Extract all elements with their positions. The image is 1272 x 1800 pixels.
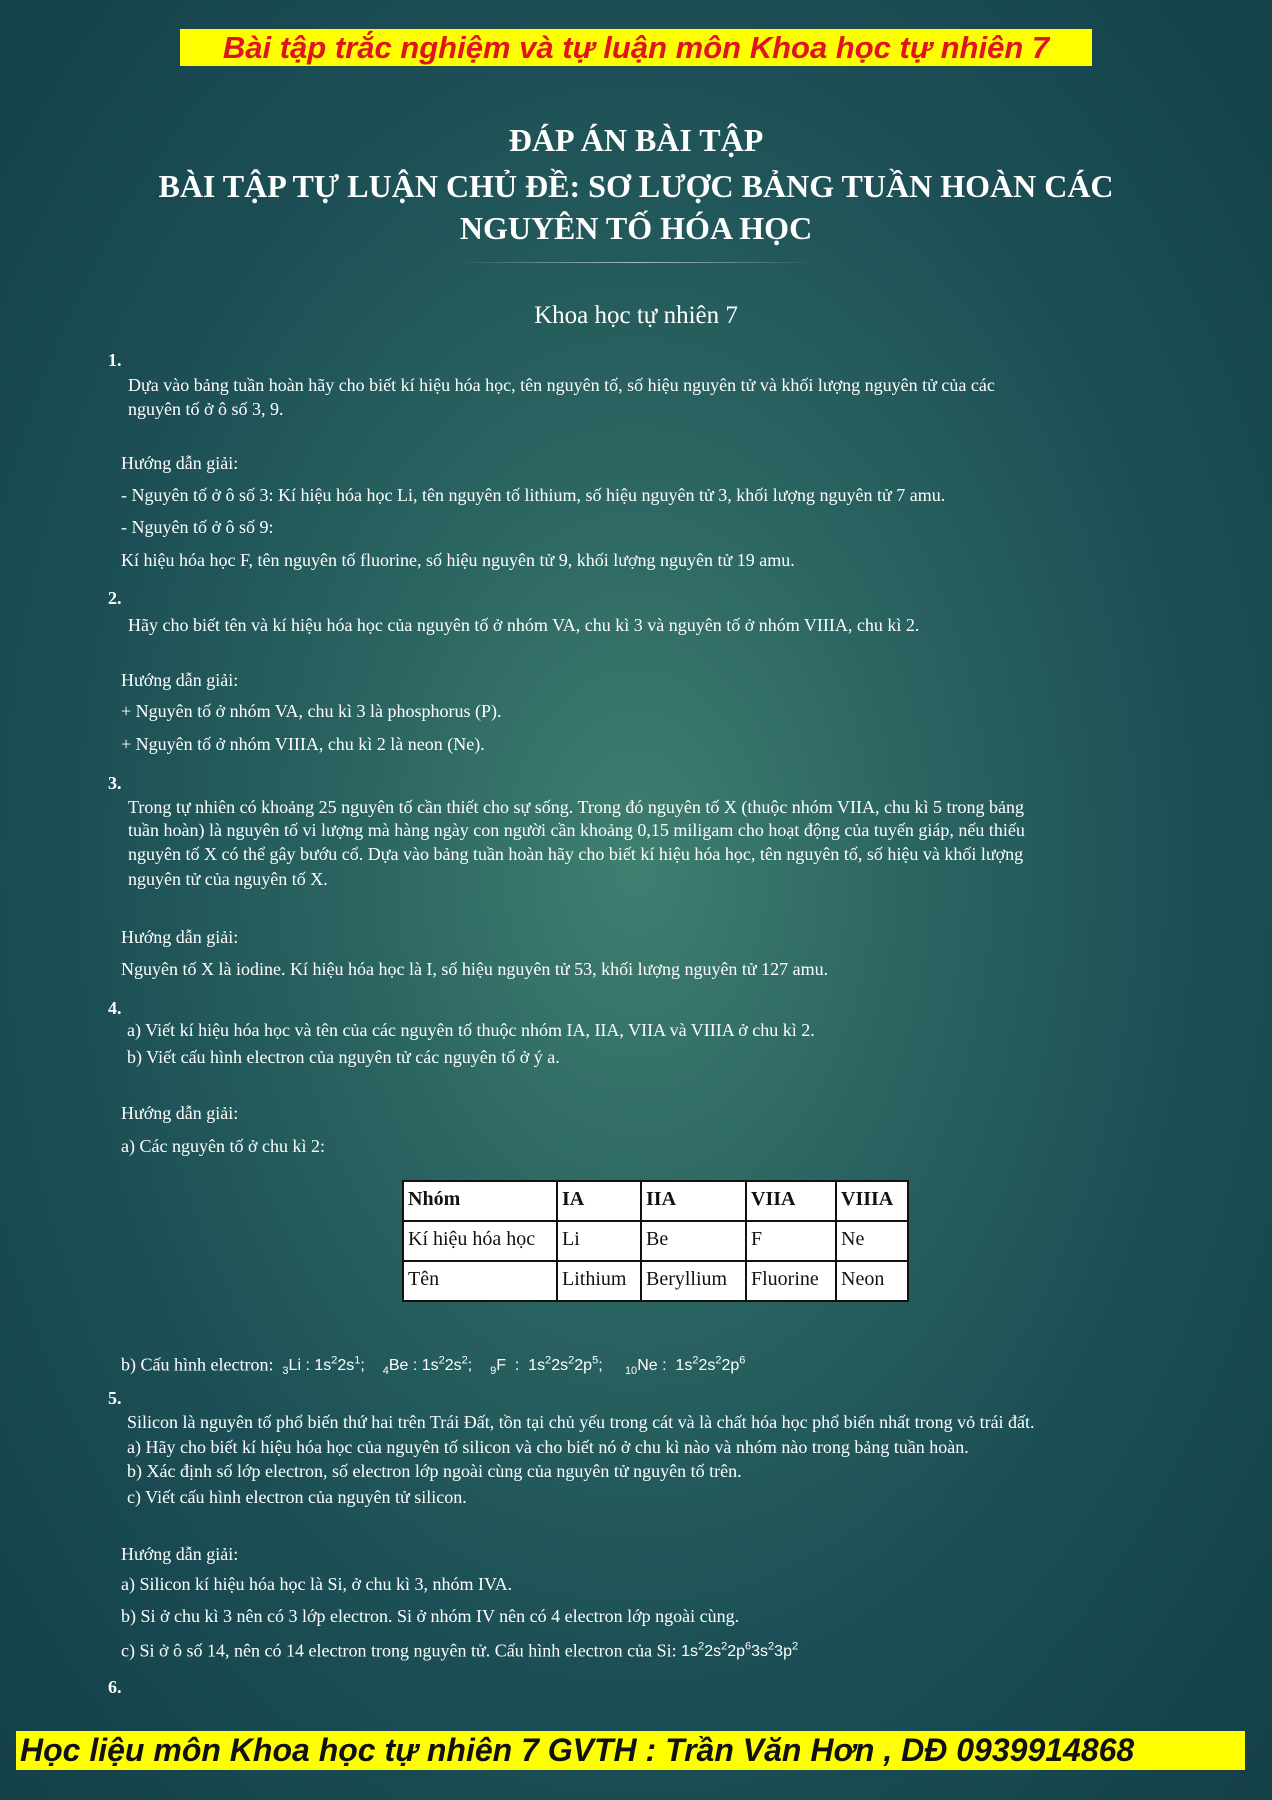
answer-5-line: b) Si ở chu kì 3 nên có 3 lớp electron. Si ở nhóm IV nên có 4 electron lớp ngoài cùng. (121, 1606, 740, 1626)
topic-title-line2: NGUYÊN TỐ HÓA HỌC (459, 210, 813, 246)
question-4-text-cont: b) Viết cấu hình electron của nguyên tử các nguyên tố ở ý a. (127, 1047, 560, 1067)
question-3-text-cont: nguyên tử của nguyên tố X. (128, 869, 328, 889)
answer-4-line: a) Các nguyên tố ở chu kì 2: (121, 1136, 325, 1156)
table-cell: IIA (641, 1181, 746, 1221)
table-cell: Kí hiệu hóa học (403, 1221, 557, 1261)
table-cell: VIIA (746, 1181, 836, 1221)
electron-config-li: $_3$Li : $1s^22s^1$; (282, 1355, 379, 1378)
question-number-4: 4. (108, 998, 122, 1018)
guide-label: Hướng dẫn giải: (121, 1103, 239, 1123)
answer-2-line: + Nguyên tố ở nhóm VIIIA, chu kì 2 là neon (Ne). (121, 734, 485, 754)
answer-1-line: - Nguyên tố ở ô số 3: Kí hiệu hóa học Li, tên nguyên tố lithium, số hiệu nguyên tử 3, khối lượng nguyên tử 7 amu. (121, 485, 946, 505)
answer-5-line: a) Silicon kí hiệu hóa học là Si, ở chu kì 3, nhóm IVA. (121, 1574, 513, 1594)
question-3-text-cont: tuần hoàn) là nguyên tố vi lượng mà hàng ngày con người cần khoảng 0,15 miligam cho hoạt động của tuyến giáp, nếu thiếu (128, 820, 1025, 840)
question-number-3: 3. (108, 773, 122, 793)
answer-5-line: c) Si ở ô số 14, nên có 14 electron trong nguyên tử. Cấu hình electron của Si: $1s^22s^22p^63s^23p^2$ (121, 1640, 799, 1661)
electron-config-label: b) Cấu hình electron: (121, 1354, 274, 1375)
table-cell: Nhóm (403, 1181, 557, 1221)
question-number-1: 1. (108, 350, 122, 370)
question-number-5: 5. (108, 1388, 122, 1408)
answer-2-line: + Nguyên tố ở nhóm VA, chu kì 3 là phosphorus (P). (121, 701, 502, 721)
header-banner: Bài tập trắc nghiệm và tự luận môn Khoa học tự nhiên 7 (180, 29, 1092, 66)
question-5-text: Silicon là nguyên tố phổ biến thứ hai trên Trái Đất, tồn tại chủ yếu trong cát và là chất hóa học phổ biến nhất trong vỏ trái đất. (127, 1412, 1035, 1432)
electron-config-ne: $_{10}$Ne : $1s^22s^22p^6$ (624, 1355, 746, 1378)
question-3-text: Trong tự nhiên có khoảng 25 nguyên tố cần thiết cho sự sống. Trong đó nguyên tố X (thuộc nhóm VIIA, chu kì 5 trong bảng (128, 797, 1024, 817)
answer-1-line: Kí hiệu hóa học F, tên nguyên tố fluorine, số hiệu nguyên tử 9, khối lượng nguyên tử 19 amu. (121, 550, 795, 570)
table-header-row (403, 1181, 908, 1221)
question-1-text-cont: nguyên tố ở ô số 3, 9. (128, 399, 284, 419)
topic-title-line1: BÀI TẬP TỰ LUẬN CHỦ ĐỀ: SƠ LƯỢC BẢNG TUẦN HOÀN CÁC (158, 168, 1114, 204)
electron-config-f: $_9$F : $1s^22s^22p^5$; (490, 1355, 621, 1378)
period-2-elements-table (402, 1180, 909, 1302)
table-cell: Neon (836, 1261, 908, 1301)
guide-label: Hướng dẫn giải: (121, 927, 239, 947)
question-5-text-cont: c) Viết cấu hình electron của nguyên tử silicon. (127, 1487, 467, 1507)
question-2-text: Hãy cho biết tên và kí hiệu hóa học của nguyên tố ở nhóm VA, chu kì 3 và nguyên tố ở nhóm VIIIA, chu kì 2. (128, 615, 920, 635)
question-number-6: 6. (108, 1677, 122, 1697)
table-cell: Lithium (557, 1261, 641, 1301)
table-cell: F (746, 1221, 836, 1261)
question-3-text-cont: nguyên tố X có thể gây bướu cổ. Dựa vào bảng tuần hoàn hãy cho biết kí hiệu hóa học, tên nguyên tố, số hiệu và khối lượng (128, 844, 1024, 864)
guide-label: Hướng dẫn giải: (121, 453, 239, 473)
table-row (403, 1221, 908, 1261)
table-cell: Fluorine (746, 1261, 836, 1301)
guide-label: Hướng dẫn giải: (121, 1544, 239, 1564)
question-5-text-cont: a) Hãy cho biết kí hiệu hóa học của nguyên tố silicon và cho biết nó ở chu kì nào và nhóm nào trong bảng tuần hoàn. (127, 1437, 969, 1457)
question-4-text: a) Viết kí hiệu hóa học và tên của các nguyên tố thuộc nhóm IA, IIA, VIIA và VIIIA ở chu kì 2. (127, 1020, 815, 1040)
guide-label: Hướng dẫn giải: (121, 670, 239, 690)
subject-subtitle: Khoa học tự nhiên 7 (534, 302, 738, 329)
table-row (403, 1261, 908, 1301)
page-title: ĐÁP ÁN BÀI TẬP (508, 122, 764, 158)
electron-config-line (121, 1349, 745, 1384)
answer-1-line: - Nguyên tố ở ô số 9: (121, 517, 274, 537)
table-cell: Be (641, 1221, 746, 1261)
footer-banner: Học liệu môn Khoa học tự nhiên 7 GVTH : Trần Văn Hơn , DĐ 0939914868 (16, 1731, 1245, 1770)
table-cell: IA (557, 1181, 641, 1221)
table-cell: Ne (836, 1221, 908, 1261)
electron-config-be: $_4$Be : $1s^22s^2$; (382, 1355, 486, 1378)
title-divider (455, 262, 817, 263)
table-cell: Tên (403, 1261, 557, 1301)
si-electron-config: $1s^22s^22p^63s^23p^2$ (681, 1641, 799, 1661)
question-5-text-cont: b) Xác định số lớp electron, số electron lớp ngoài cùng của nguyên tử nguyên tố trên. (127, 1461, 742, 1481)
question-number-2: 2. (108, 588, 122, 608)
answer-3-line: Nguyên tố X là iodine. Kí hiệu hóa học là I, số hiệu nguyên tử 53, khối lượng nguyên tử 127 amu. (121, 959, 829, 979)
table-cell: Li (557, 1221, 641, 1261)
table-cell: VIIIA (836, 1181, 908, 1221)
table-cell: Beryllium (641, 1261, 746, 1301)
question-1-text: Dựa vào bảng tuần hoàn hãy cho biết kí hiệu hóa học, tên nguyên tố, số hiệu nguyên tử và khối lượng nguyên tử của các (128, 375, 995, 395)
